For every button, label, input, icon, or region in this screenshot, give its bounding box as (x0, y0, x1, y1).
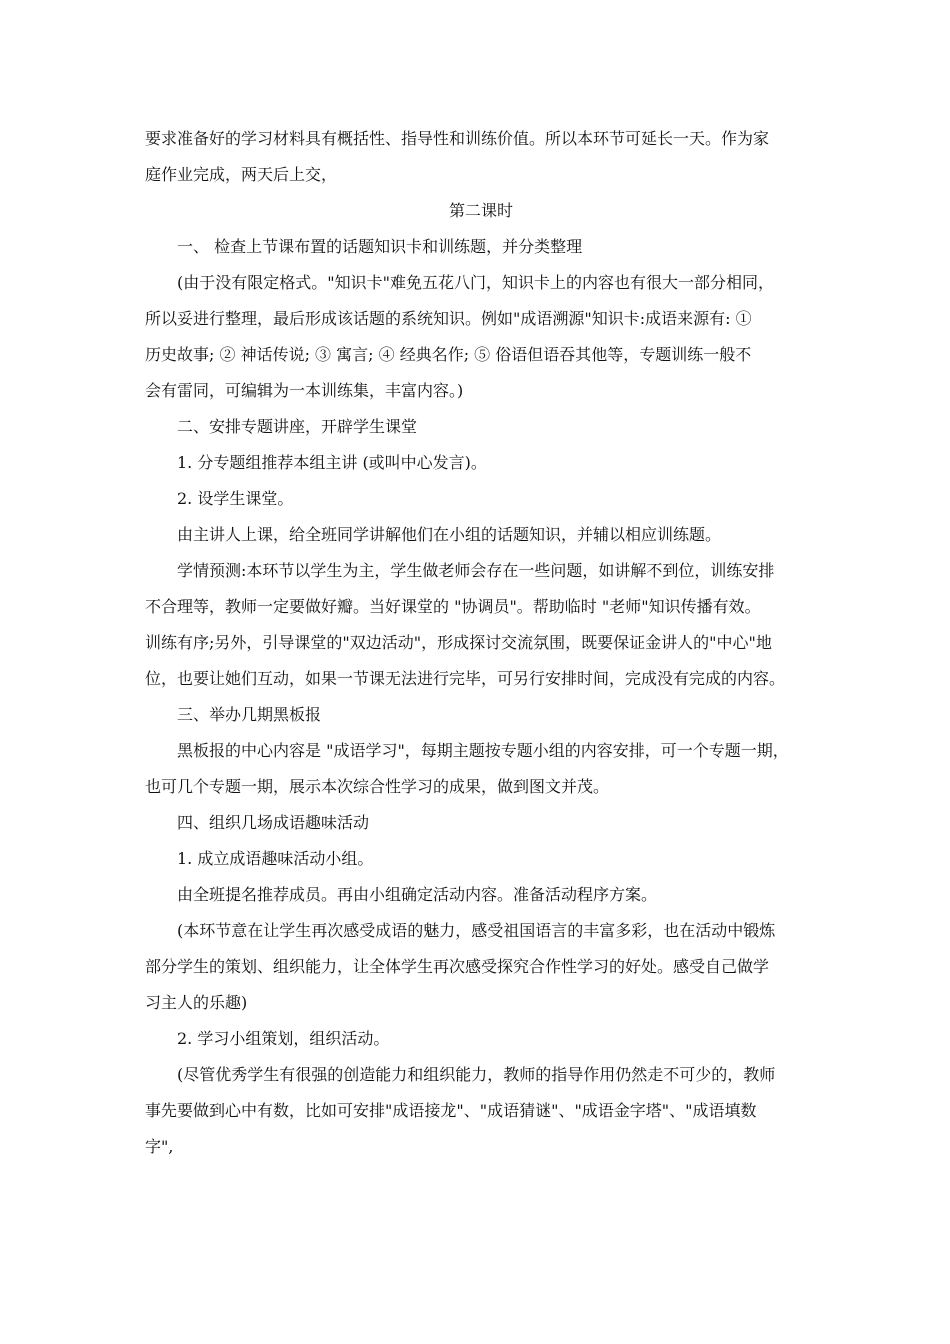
paragraph-line: 部分学生的策划、组织能力，让全体学生再次感受探究合作性学习的好处。感受自己做学 (145, 957, 770, 976)
paragraph-line: 历史故事; ② 神话传说; ③ 寓言; ④ 经典名作; ⑤ 俗语但语吞其他等，专题训练一般不 (145, 345, 752, 364)
paragraph-line: 事先要做到心中有数，比如可安排"成语接龙"、"成语猜谜"、"成语金字塔"、"成语填数 (145, 1101, 757, 1120)
list-item: 1. 成立成语趣味活动小组。 (177, 849, 374, 868)
paragraph-line: 学情预测:本环节以学生为主，学生做老师会存在一些问题，如讲解不到位，训练安排 (177, 561, 775, 580)
paragraph-line: 黑板报的中心内容是 "成语学习"，每期主题按专题小组的内容安排，可一个专题一期， (177, 741, 789, 760)
list-heading: 二、安排专题讲座，开辟学生课堂 (177, 417, 418, 436)
document-body (145, 121, 817, 1165)
list-item: 1. 分专题组推荐本组主讲 (或叫中心发言)。 (177, 453, 487, 472)
paragraph-line: (由于没有限定格式。"知识卡"难免五花八门，知识卡上的内容也有很大一部分相同， (177, 273, 774, 292)
paragraph-line: 会有雷同，可编辑为一本训练集，丰富内容。) (145, 381, 464, 400)
list-heading: 四、组织几场成语趣味活动 (177, 813, 370, 832)
section-heading: 第二课时 (448, 201, 513, 220)
list-item: 2. 设学生课堂。 (177, 489, 294, 508)
list-heading: 三、举办几期黑板报 (177, 705, 322, 724)
paragraph-line: 庭作业完成，两天后上交， (145, 165, 338, 184)
paragraph-line: 不合理等，教师一定要做好瓣。当好课堂的 "协调员"。帮助临时 "老师"知识传播有效。 (145, 597, 761, 616)
paragraph-line: (尽管优秀学生有很强的创造能力和组织能力，教师的指导作用仍然走不可少的，教师 (177, 1065, 776, 1084)
paragraph-line: 字", (145, 1137, 174, 1156)
list-heading: 一、 检查上节课布置的话题知识卡和训练题，并分类整理 (177, 237, 583, 256)
paragraph-line: 训练有序;另外，引导课堂的"双边活动"，形成探讨交流氛围，既要保证金讲人的"中心"地 (145, 633, 772, 652)
paragraph-line: 习主人的乐趣) (145, 993, 248, 1012)
paragraph-line: 也可几个专题一期，展示本次综合性学习的成果，做到图文并茂。 (145, 777, 610, 796)
paragraph-line: 由主讲人上课，给全班同学讲解他们在小组的话题知识，并辅以相应训练题。 (177, 525, 722, 544)
list-item: 2. 学习小组策划，组织活动。 (177, 1029, 390, 1048)
paragraph-line: 位，也要让她们互动，如果一节课无法进行完毕，可另行安排时间，完成没有完成的内容。 (145, 669, 786, 688)
paragraph-line: 要求准备好的学习材料具有概括性、指导性和训练价值。所以本环节可延长一天。作为家 (145, 129, 770, 148)
paragraph-line: 所以妥进行整理，最后形成该话题的系统知识。例如"成语溯源"知识卡:成语来源有: ① (145, 309, 752, 328)
paragraph-line: (本环节意在让学生再次感受成语的魅力，感受祖国语言的丰富多彩，也在活动中锻炼 (177, 921, 776, 940)
paragraph-line: 由全班提名推荐成员。再由小组确定活动内容。准备活动程序方案。 (177, 885, 658, 904)
